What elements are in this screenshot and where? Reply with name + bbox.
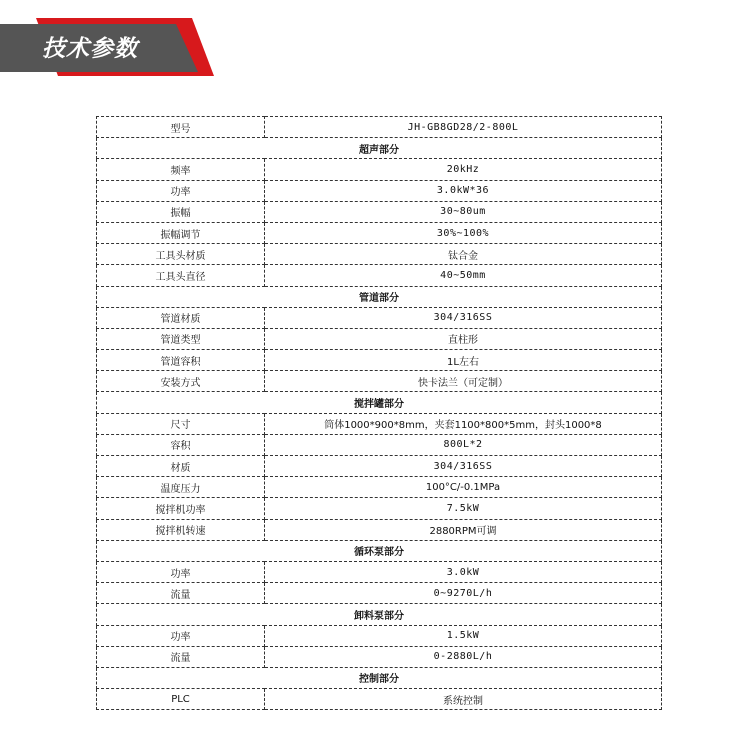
row-value: 筒体1000*900*8mm，夹套1100*800*5mm，封头1000*8 — [265, 413, 662, 434]
table-row — [97, 625, 662, 646]
row-value: 钛合金 — [265, 244, 662, 265]
row-label: 功率 — [97, 180, 265, 201]
table-row — [97, 117, 662, 138]
section-row — [97, 604, 662, 625]
table-row — [97, 265, 662, 286]
row-label: 流量 — [97, 583, 265, 604]
table-row — [97, 244, 662, 265]
row-label: 尺寸 — [97, 413, 265, 434]
row-value: 快卡法兰（可定制） — [265, 371, 662, 392]
table-row — [97, 583, 662, 604]
table-row — [97, 201, 662, 222]
row-value: 20kHz — [265, 159, 662, 180]
row-label: 工具头材质 — [97, 244, 265, 265]
row-value: 直柱形 — [265, 328, 662, 349]
section-row — [97, 392, 662, 413]
row-label: 振幅调节 — [97, 222, 265, 243]
table-row — [97, 477, 662, 498]
row-value: 0~9270L/h — [265, 583, 662, 604]
row-label: 工具头直径 — [97, 265, 265, 286]
page-title: 技术参数 — [42, 36, 138, 62]
row-value: 0-2880L/h — [265, 646, 662, 667]
row-value: 30~80um — [265, 201, 662, 222]
table-row — [97, 222, 662, 243]
section-title: 控制部分 — [97, 667, 662, 688]
section-row — [97, 286, 662, 307]
row-value: 2880RPM可调 — [265, 519, 662, 540]
row-value: 3.0kW — [265, 561, 662, 582]
row-label: 搅拌机转速 — [97, 519, 265, 540]
row-label: 搅拌机功率 — [97, 498, 265, 519]
table-row — [97, 328, 662, 349]
table-row — [97, 434, 662, 455]
section-row — [97, 667, 662, 688]
row-label: 安装方式 — [97, 371, 265, 392]
table-row — [97, 371, 662, 392]
section-title: 超声部分 — [97, 138, 662, 159]
row-label: 型号 — [97, 117, 265, 138]
row-label: 管道类型 — [97, 328, 265, 349]
section-row — [97, 540, 662, 561]
row-value: 304/316SS — [265, 456, 662, 477]
row-label: 管道容积 — [97, 350, 265, 371]
table-row — [97, 456, 662, 477]
row-value: 30%~100% — [265, 222, 662, 243]
table-row — [97, 413, 662, 434]
row-label: 温度压力 — [97, 477, 265, 498]
table-row — [97, 307, 662, 328]
row-value: 1.5kW — [265, 625, 662, 646]
row-value: 系统控制 — [265, 689, 662, 710]
row-label: 功率 — [97, 625, 265, 646]
row-value: 3.0kW*36 — [265, 180, 662, 201]
row-label: 材质 — [97, 456, 265, 477]
row-value: 100°C/-0.1MPa — [265, 477, 662, 498]
table-row — [97, 180, 662, 201]
row-value: 7.5kW — [265, 498, 662, 519]
row-value: 304/316SS — [265, 307, 662, 328]
table-row — [97, 646, 662, 667]
section-title: 卸料泵部分 — [97, 604, 662, 625]
row-label: 功率 — [97, 561, 265, 582]
table-row — [97, 498, 662, 519]
table-row — [97, 689, 662, 710]
spec-table — [96, 116, 662, 710]
row-value: 40~50mm — [265, 265, 662, 286]
section-banner — [0, 18, 220, 82]
row-label: PLC — [97, 689, 265, 710]
section-title: 搅拌罐部分 — [97, 392, 662, 413]
row-label: 流量 — [97, 646, 265, 667]
table-row — [97, 159, 662, 180]
table-row — [97, 350, 662, 371]
row-label: 振幅 — [97, 201, 265, 222]
row-value: 800L*2 — [265, 434, 662, 455]
table-row — [97, 519, 662, 540]
row-value: JH-GB8GD28/2-800L — [265, 117, 662, 138]
row-label: 管道材质 — [97, 307, 265, 328]
row-label: 频率 — [97, 159, 265, 180]
section-title: 循环泵部分 — [97, 540, 662, 561]
section-title: 管道部分 — [97, 286, 662, 307]
table-row — [97, 561, 662, 582]
row-value: 1L左右 — [265, 350, 662, 371]
section-row — [97, 138, 662, 159]
row-label: 容积 — [97, 434, 265, 455]
